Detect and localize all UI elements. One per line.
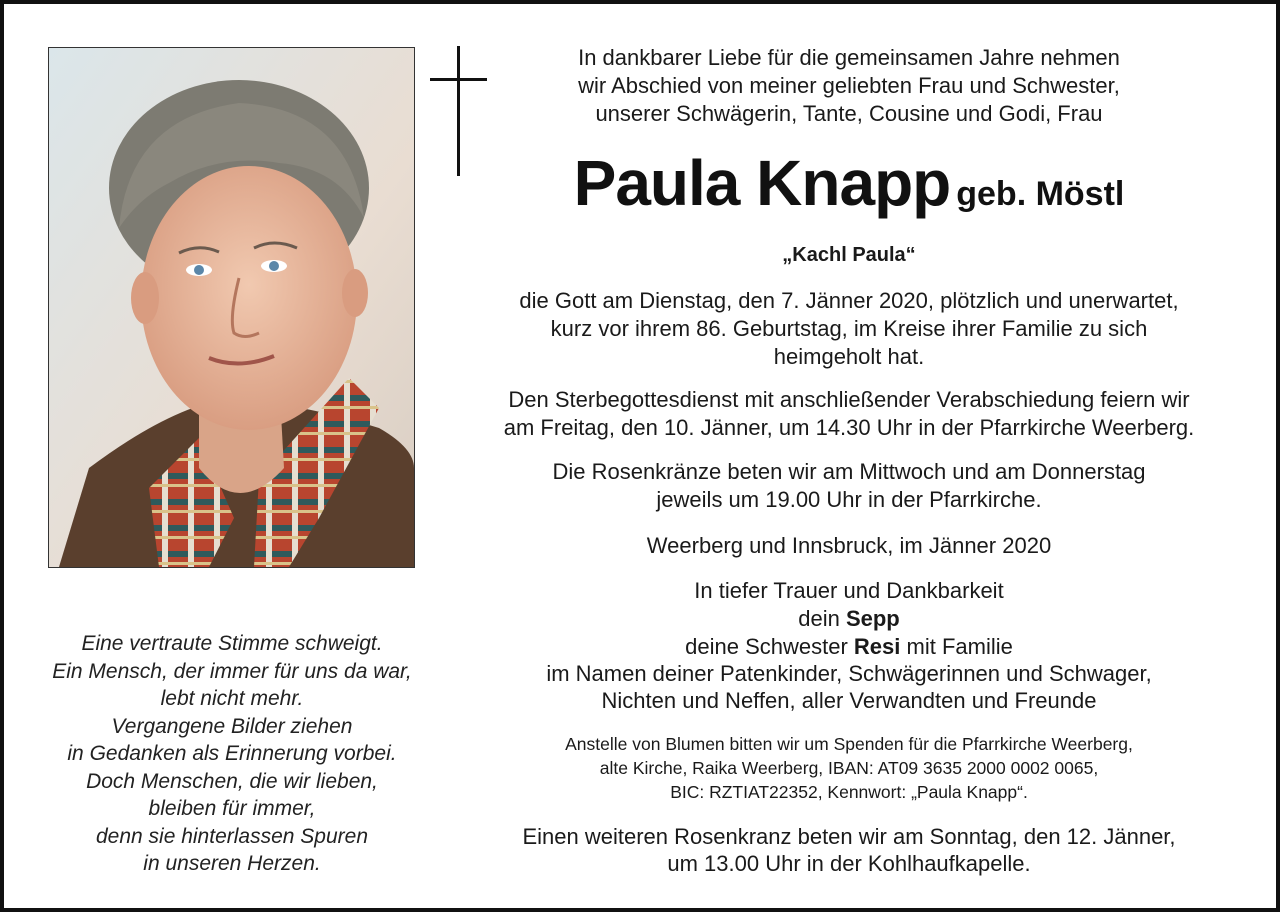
poem-line: in Gedanken als Erinnerung vorbei. <box>67 742 397 765</box>
mourners-sister-suffix: mit Familie <box>906 634 1013 659</box>
poem <box>24 630 440 878</box>
poem-line: in unseren Herzen. <box>143 852 321 875</box>
death-text-line: kurz vor ihrem 86. Geburtstag, im Kreise ihrer Familie zu sich <box>550 316 1148 341</box>
mourners-husband <box>444 606 1254 632</box>
death-text-line: die Gott am Dienstag, den 7. Jänner 2020, plötzlich und unerwartet, <box>519 288 1179 313</box>
mourners-husband-name: Sepp <box>845 606 900 631</box>
rosary-text-line: jeweils um 19.00 Uhr in der Pfarrkirche. <box>656 487 1042 512</box>
nickname: „Kachl Paula“ <box>782 244 916 266</box>
poem-line: Eine vertraute Stimme schweigt. <box>81 632 383 655</box>
mourners-sister-name: Resi <box>853 634 901 659</box>
mourners-line: im Namen deiner Patenkinder, Schwägerinnen und Schwager, <box>546 661 1152 686</box>
donation-line: alte Kirche, Raika Weerberg, IBAN: AT09 3635 2000 0002 0065, <box>599 758 1099 778</box>
deceased-full-name: Paula Knapp <box>573 147 951 219</box>
poem-line: lebt nicht mehr. <box>160 687 304 710</box>
poem-line: Doch Menschen, die wir lieben, <box>86 769 378 793</box>
portrait-illustration <box>49 48 414 567</box>
funeral-text-line: Den Sterbegottesdienst mit anschließender Verabschiedung feiern wir <box>508 387 1190 412</box>
donation-line: BIC: RZTIAT22352, Kennwort: „Paula Knapp“. <box>670 782 1028 802</box>
death-text-line: heimgeholt hat. <box>773 344 925 369</box>
funeral-text-line: am Freitag, den 10. Jänner, um 14.30 Uhr in der Pfarrkirche Weerberg. <box>503 415 1195 440</box>
extra-rosary-line: um 13.00 Uhr in der Kohlhaufkapelle. <box>667 851 1031 876</box>
mourners-husband-prefix: dein <box>798 606 840 631</box>
mourners-sister <box>444 634 1254 660</box>
rosary-text-line: Die Rosenkränze beten wir am Mittwoch und am Donnerstag <box>552 459 1146 484</box>
donation-line: Anstelle von Blumen bitten wir um Spenden für die Pfarrkirche Weerberg, <box>565 734 1133 754</box>
birth-name: geb. Möstl <box>956 175 1125 213</box>
extra-rosary-line: Einen weiteren Rosenkranz beten wir am Sonntag, den 12. Jänner, <box>522 824 1176 849</box>
poem-line: Ein Mensch, der immer für uns da war, <box>52 659 412 683</box>
mourners-line: Nichten und Neffen, aller Verwandten und Freunde <box>601 688 1097 713</box>
mourners-line: In tiefer Trauer und Dankbarkeit <box>694 578 1004 603</box>
deceased-name <box>444 146 1254 220</box>
place-date: Weerberg und Innsbruck, im Jänner 2020 <box>646 533 1052 558</box>
intro-line: In dankbarer Liebe für die gemeinsamen Jahre nehmen <box>578 45 1120 70</box>
poem-line: denn sie hinterlassen Spuren <box>95 824 368 848</box>
mourners-sister-prefix: deine Schwester <box>685 634 848 659</box>
poem-line: Vergangene Bilder ziehen <box>111 714 353 738</box>
poem-line: bleiben für immer, <box>148 797 316 820</box>
intro-line: unserer Schwägerin, Tante, Cousine und Godi, Frau <box>595 101 1103 126</box>
intro-line: wir Abschied von meiner geliebten Frau und Schwester, <box>578 73 1120 98</box>
portrait-photo <box>48 47 415 568</box>
